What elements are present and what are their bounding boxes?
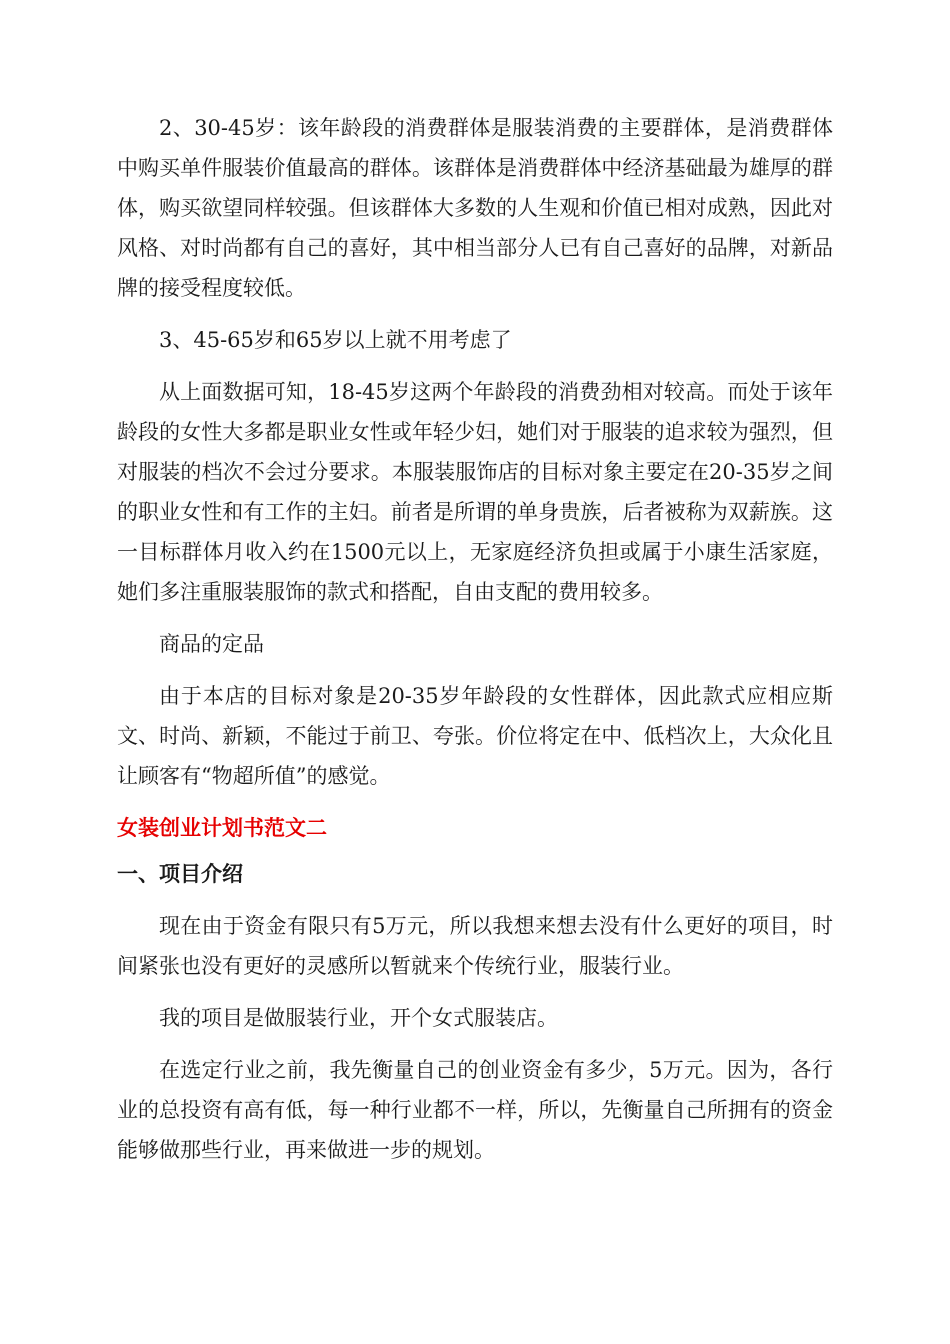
paragraph-product-positioning: 由于本店的目标对象是20-35岁年龄段的女性群体，因此款式应相应斯文、时尚、新颖，不能过于前卫、夸张。价位将定在中、低档次上，大众化且让顾客有“物超所值”的感觉。 xyxy=(117,684,833,788)
section-heading-project-intro: 一、项目介绍 xyxy=(117,862,243,886)
paragraph-data-summary: 从上面数据可知，18-45岁这两个年龄段的消费劲相对较高。而处于该年龄段的女性大多都是职业女性或年轻少妇，她们对于服装的追求较为强烈，但对服装的档次不会过分要求。本服装服饰店的目标对象主要定在20-35岁之间的职业女性和有工作的主妇。前者是所谓的单身贵族，后者被称为双薪族。这一目标群体月收入约在1500元以上，无家庭经济负担或属于小康生活家庭，她们多注重服装服饰的款式和搭配，自由支配的费用较多。 xyxy=(117,380,833,604)
document-page xyxy=(117,108,833,1182)
paragraph-product-positioning-label: 商品的定品 xyxy=(159,632,264,656)
paragraph-planning: 在选定行业之前，我先衡量自己的创业资金有多少，5万元。因为，各行业的总投资有高有低，每一种行业都不一样，所以，先衡量自己所拥有的资金能够做那些行业，再来做进一步的规划。 xyxy=(117,1058,833,1162)
paragraph-age-30-45: 2、30-45岁：该年龄段的消费群体是服装消费的主要群体，是消费群体中购买单件服装价值最高的群体。该群体是消费群体中经济基础最为雄厚的群体，购买欲望同样较强。但该群体大多数的人生观和价值已相对成熟，因此对风格、对时尚都有自己的喜好，其中相当部分人已有自己喜好的品牌，对新品牌的接受程度较低。 xyxy=(117,116,833,300)
red-section-title: 女装创业计划书范文二 xyxy=(117,816,327,840)
paragraph-funding: 现在由于资金有限只有5万元，所以我想来想去没有什么更好的项目，时间紧张也没有更好的灵感所以暂就来个传统行业，服装行业。 xyxy=(117,914,833,978)
paragraph-age-45-65: 3、45-65岁和65岁以上就不用考虑了 xyxy=(159,328,512,352)
paragraph-project: 我的项目是做服装行业，开个女式服装店。 xyxy=(159,1006,558,1030)
